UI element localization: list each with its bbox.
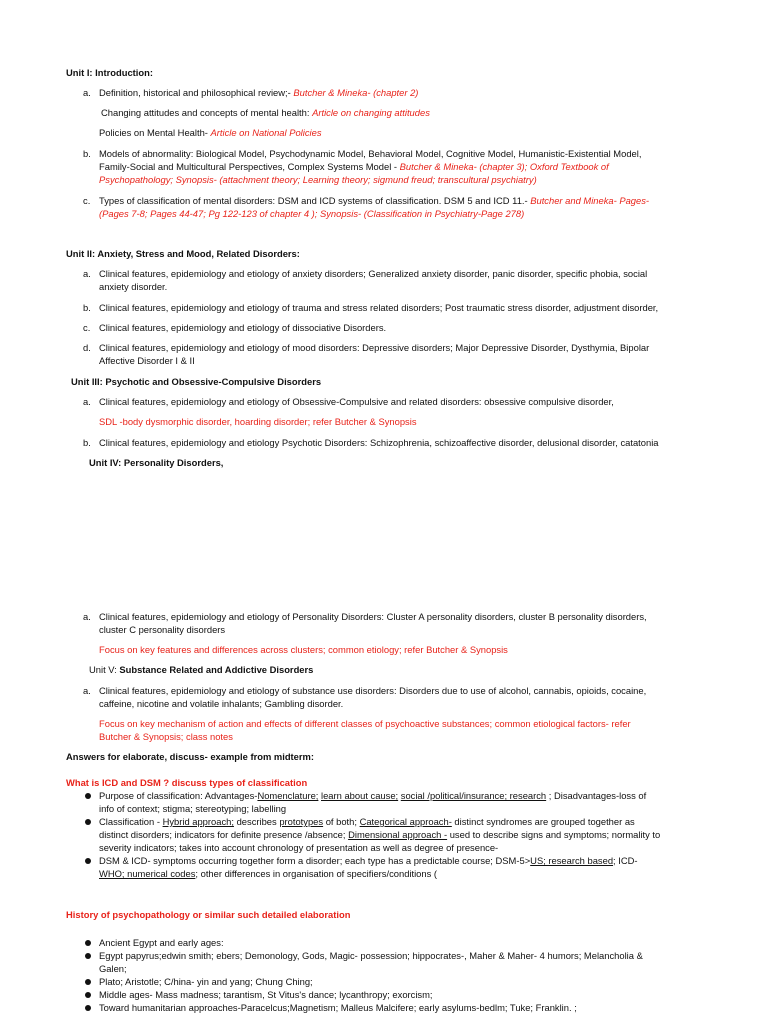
answers-heading: Answers for elaborate, discuss- example from midterm: [66, 751, 314, 762]
history-item-2-cont: Galen; [99, 963, 127, 974]
unit2-b: Clinical features, epidemiology and etiology of trauma and stress related disorders; Post traumatic stress disorder, adjustment disorder, [99, 302, 659, 313]
unit4-a-line1: Clinical features, epidemiology and etiology of Personality Disorders: Cluster A personality disorders, cluster B personality disorders, [99, 611, 647, 622]
unit4-a-line2: cluster C personality disorders [99, 624, 226, 635]
unit1-title: Unit I: Introduction: [66, 67, 153, 78]
unit3-b: Clinical features, epidemiology and etiology Psychotic Disorders: Schizophrenia, schizoaffective disorder, delusional disorder, catatonia [99, 437, 659, 448]
icd-bullet2-line1: Classification - Hybrid approach; describes prototypes of both; Categorical approach- distinct syndromes are grouped together as [99, 816, 635, 827]
unit2-c-label: c. [83, 322, 91, 333]
bullet [85, 979, 91, 985]
unit1-c-line2: (Pages 7-8; Pages 44-47; Pg 122-123 of chapter 4 ); Synopsis- (Classification in Psychiatry-Page 278) [99, 208, 525, 219]
unit2-a-label: a. [83, 268, 91, 279]
unit2-title: Unit II: Anxiety, Stress and Mood, Related Disorders: [66, 248, 300, 259]
unit1-a2: Changing attitudes and concepts of mental health: Article on changing attitudes [101, 107, 430, 118]
unit1-b-label: b. [83, 148, 91, 159]
unit1-c-line1: Types of classification of mental disorders: DSM and ICD systems of classification. DSM 5 and ICD 11.- Butcher and Mineka- Pages- [99, 195, 650, 206]
unit2-c: Clinical features, epidemiology and etiology of dissociative Disorders. [99, 322, 387, 333]
unit1-a3: Policies on Mental Health- Article on National Policies [99, 127, 322, 138]
icd-bullet2-line3: severity indicators; takes into account chronology of presentation as well as degree of presence- [99, 842, 499, 853]
icd-bullet1-line1: Purpose of classification: Advantages-Nomenclature; learn about cause; social /political/insurance; research ; Disadvantages-loss of [99, 790, 647, 801]
unit4-a-label: a. [83, 611, 91, 622]
icd-bullet2-line2: distinct disorders; indicators for definite presence /absence; Dimensional approach - used to describe signs and symptoms; normality to [99, 829, 661, 840]
bullet [85, 819, 91, 825]
unit3-a-label: a. [83, 396, 91, 407]
unit2-b-label: b. [83, 302, 91, 313]
unit4-title: Unit IV: Personality Disorders, [89, 457, 224, 468]
icd-bullet3-line2: WHO; numerical codes; other differences in organisation of specifiers/conditions ( [99, 868, 438, 879]
history-item-2: Egypt papyrus;edwin smith; ebers; Demonology, Gods, Magic- possession; hippocrates-, Maher & Maher- 4 humors; Melancholia & [99, 950, 643, 961]
unit3-b-label: b. [83, 437, 91, 448]
unit1-b-line3: Psychopathology; Synopsis- (attachment theory; Learning theory; sigmund freud; transcultural psychiatry) [99, 174, 537, 185]
unit5-a-label: a. [83, 685, 91, 696]
bullet [85, 940, 91, 946]
history-item-1: Ancient Egypt and early ages: [99, 937, 224, 948]
unit4-a-note: Focus on key features and differences across clusters; common etiology; refer Butcher & Synopsis [99, 644, 508, 655]
bullet [85, 858, 91, 864]
bullet [85, 953, 91, 959]
icd-bullet1-line2: info of context; stigma; stereotyping; labelling [99, 803, 287, 814]
unit5-title: Unit V: Substance Related and Addictive Disorders [89, 664, 314, 675]
unit1-a3-ref: Article on National Policies [210, 127, 322, 138]
unit5-a-line2: caffeine, nicotine and volatile inhalants; Gambling disorder. [99, 698, 344, 709]
unit5-a-note-line1: Focus on key mechanism of action and effects of different classes of psychoactive substances; common etiological factors- refer [99, 718, 631, 729]
unit1-c-label: c. [83, 195, 91, 206]
unit3-title: Unit III: Psychotic and Obsessive-Compulsive Disorders [71, 376, 322, 387]
unit3-a: Clinical features, epidemiology and etiology of Obsessive-Compulsive and related disorders: obsessive compulsive disorder, [99, 396, 614, 407]
history-title: History of psychopathology or similar such detailed elaboration [66, 909, 351, 920]
unit5-a-note-line2: Butcher & Synopsis; class notes [99, 731, 233, 742]
history-item-3: Plato; Aristotle; C/hina- yin and yang; Chung Ching; [99, 976, 313, 987]
history-item-4: Middle ages- Mass madness; tarantism, St Vitus's dance; lycanthropy; exorcism; [99, 989, 433, 1000]
unit2-d-label: d. [83, 342, 91, 353]
unit2-a-line2: anxiety disorder. [99, 281, 168, 292]
unit1-a: Definition, historical and philosophical review;- Butcher & Mineka- (chapter 2) [99, 87, 419, 98]
unit2-a-line1: Clinical features, epidemiology and etiology of anxiety disorders; Generalized anxiety disorder, panic disorder, specific phobia, social [99, 268, 648, 279]
unit5-a-line1: Clinical features, epidemiology and etiology of substance use disorders: Disorders due to use of alcohol, cannabis, opioids, cocaine, [99, 685, 647, 696]
icd-bullet3-line1: DSM & ICD- symptoms occurring together form a disorder; each type has a predictable course; DSM-5>US; research based; ICD- [99, 855, 638, 866]
history-item-5: Toward humanitarian approaches-Paracelcus;Magnetism; Malleus Malcifere; early asylums-bedlm; Tuke; Franklin. ; [99, 1002, 577, 1013]
icd-title: What is ICD and DSM ? discuss types of classification [66, 777, 308, 788]
bullet [85, 1005, 91, 1011]
bullet [85, 992, 91, 998]
unit2-d-line1: Clinical features, epidemiology and etiology of mood disorders: Depressive disorders; Major Depressive Disorder, Dysthymia, Bipolar [99, 342, 650, 353]
unit1-a-label: a. [83, 87, 91, 98]
unit3-a-note: SDL -body dysmorphic disorder, hoarding disorder; refer Butcher & Synopsis [99, 416, 417, 427]
unit1-b-line1: Models of abnormality: Biological Model, Psychodynamic Model, Behavioral Model, Cognitive Model, Humanistic-Existential Model, [99, 148, 642, 159]
unit1-a-ref: Butcher & Mineka- (chapter 2) [293, 87, 419, 98]
unit1-a2-ref: Article on changing attitudes [312, 107, 430, 118]
bullet [85, 793, 91, 799]
unit1-b-line2: Family-Social and Multicultural Perspectives, Complex Systems Model - Butcher & Mineka- (chapter 3); Oxford Textbook of [99, 161, 609, 172]
unit2-d-line2: Affective Disorder I & II [99, 355, 195, 366]
